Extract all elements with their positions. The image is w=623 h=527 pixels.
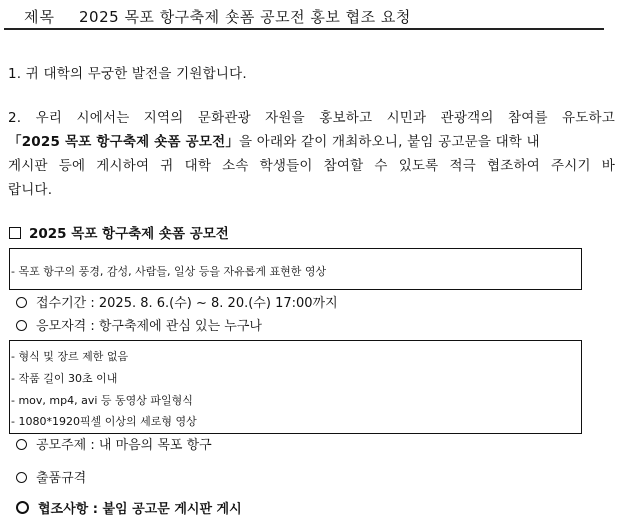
box-description (9, 248, 582, 290)
circle-bullet-icon (16, 501, 29, 514)
item-cooperation (16, 498, 242, 517)
circle-bullet-icon (16, 297, 27, 308)
box-line: - 1080*1920픽셀 이상의 세로형 영상 (11, 415, 197, 428)
paragraph-2-line-3: 게시판 등에 게시하여 귀 대학 소속 학생들이 참여할 수 있도록 적극 협조하여 주시기 바 (8, 158, 615, 174)
circle-bullet-icon (16, 320, 27, 331)
item-period-text: 접수기간 : 2025. 8. 6.(수) ~ 8. 20.(수) 17:00까지 (36, 296, 338, 311)
item-theme-text: 공모주제 : 내 마음의 목포 항구 (36, 438, 212, 453)
circle-bullet-icon (16, 472, 27, 483)
section-heading-text: 2025 목포 항구축제 숏폼 공모전 (29, 226, 229, 242)
paragraph-2-line-2-rest: 을 아래와 같이 개최하오니, 붙임 공고문을 대학 내 (239, 134, 540, 150)
box-line: - mov, mp4, avi 등 동영상 파일형식 (11, 394, 193, 407)
item-spec-text: 출품규격 (36, 471, 87, 486)
circle-bullet-icon (16, 439, 27, 450)
item-spec (16, 467, 86, 486)
section-heading (9, 222, 229, 242)
document-title: 2025 목포 항구축제 숏폼 공모전 홍보 협조 요청 (79, 8, 411, 26)
paragraph-1: 1. 귀 대학의 무궁한 발전을 기원합니다. (8, 66, 247, 82)
contest-name: 「2025 목포 항구축제 숏폼 공모전」 (8, 134, 240, 150)
item-theme (16, 434, 212, 453)
box-line: - 형식 및 장르 제한 없음 (11, 350, 129, 363)
box-line: - 작품 길이 30초 이내 (11, 372, 118, 385)
item-eligibility (16, 315, 262, 334)
title-label: 제목 (24, 8, 55, 26)
paragraph-2-line-1: 2. 우리 시에서는 지역의 문화관광 자원을 홍보하고 시민과 관광객의 참여를 유도하고 (8, 110, 615, 126)
paragraph-2-line-4: 랍니다. (8, 182, 53, 198)
item-period (16, 292, 338, 311)
box-line: - 목포 항구의 풍경, 감성, 사람들, 일상 등을 자유롭게 표현한 영상 (11, 265, 327, 278)
square-bullet-icon (9, 227, 21, 239)
box-specification (9, 340, 582, 434)
paragraph-2-line-2 (8, 130, 540, 150)
item-cooperation-text: 협조사항 : 붙임 공고문 게시판 게시 (38, 502, 242, 517)
item-eligibility-text: 응모자격 : 항구축제에 관심 있는 누구나 (36, 319, 262, 334)
